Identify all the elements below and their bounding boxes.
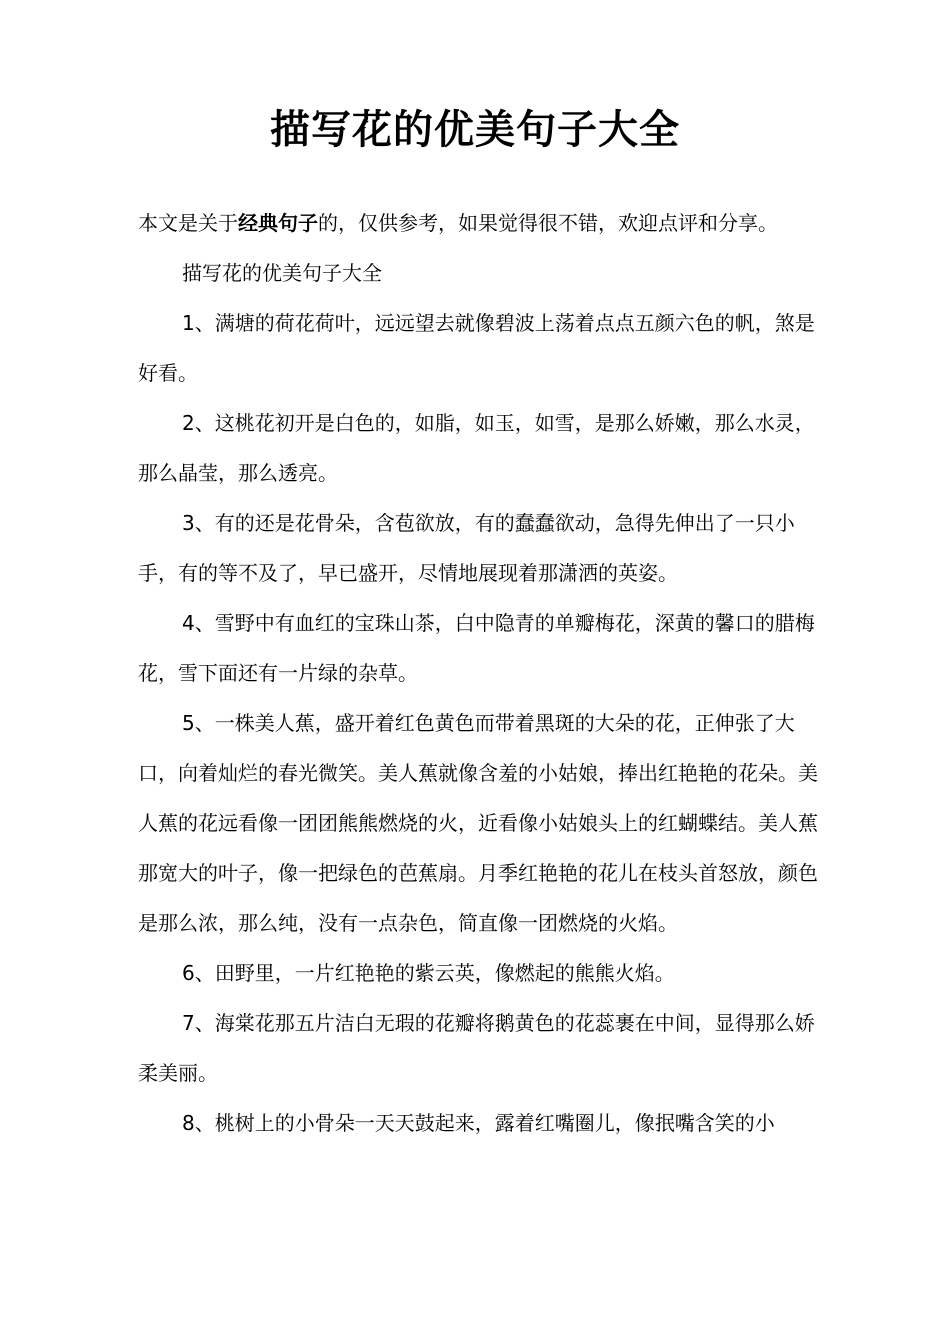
- intro-text-after: 的，仅供参考，如果觉得很不错，欢迎点评和分享。: [318, 211, 778, 235]
- list-item: 1、满塘的荷花荷叶，远远望去就像碧波上荡着点点五颜六色的帆，煞是好看。: [138, 311, 815, 385]
- list-item: 7、海棠花那五片洁白无瑕的花瓣将鹅黄色的花蕊裹在中间，显得那么娇柔美丽。: [138, 1011, 815, 1085]
- intro-paragraph: [138, 198, 818, 248]
- section-subtitle: 描写花的优美句子大全: [182, 261, 382, 285]
- intro-bold-link: 经典句子: [238, 211, 318, 235]
- list-item: 5、一株美人蕉，盛开着红色黄色而带着黑斑的大朵的花，正伸张了大口，向着灿烂的春光微笑。美人蕉就像含羞的小姑娘，捧出红艳艳的花朵。美人蕉的花远看像一团团熊熊燃烧的火，近看像小姑娘头上的红蝴蝶结。美人蕉那宽大的叶子，像一把绿色的芭蕉扇。月季红艳艳的花儿在枝头首怒放，颜色是那么浓，那么纯，没有一点杂色，简直像一团燃烧的火焰。: [138, 711, 818, 935]
- list-item: 8、桃树上的小骨朵一天天鼓起来，露着红嘴圈儿，像抿嘴含笑的小: [182, 1111, 775, 1135]
- intro-text-before: 本文是关于: [138, 211, 238, 235]
- list-item: 6、田野里，一片红艳艳的紫云英，像燃起的熊熊火焰。: [182, 961, 675, 985]
- document-body: [138, 198, 818, 1148]
- page-title: 描写花的优美句子大全: [270, 107, 680, 153]
- list-item: 3、有的还是花骨朵，含苞欲放，有的蠢蠢欲动，急得先伸出了一只小手，有的等不及了，早已盛开，尽情地展现着那潇洒的英姿。: [138, 511, 795, 585]
- list-item: 4、雪野中有血红的宝珠山茶，白中隐青的单瓣梅花，深黄的馨口的腊梅花，雪下面还有一片绿的杂草。: [138, 611, 815, 685]
- list-item: 2、这桃花初开是白色的，如脂，如玉，如雪，是那么娇嫩，那么水灵，那么晶莹，那么透亮。: [138, 411, 815, 485]
